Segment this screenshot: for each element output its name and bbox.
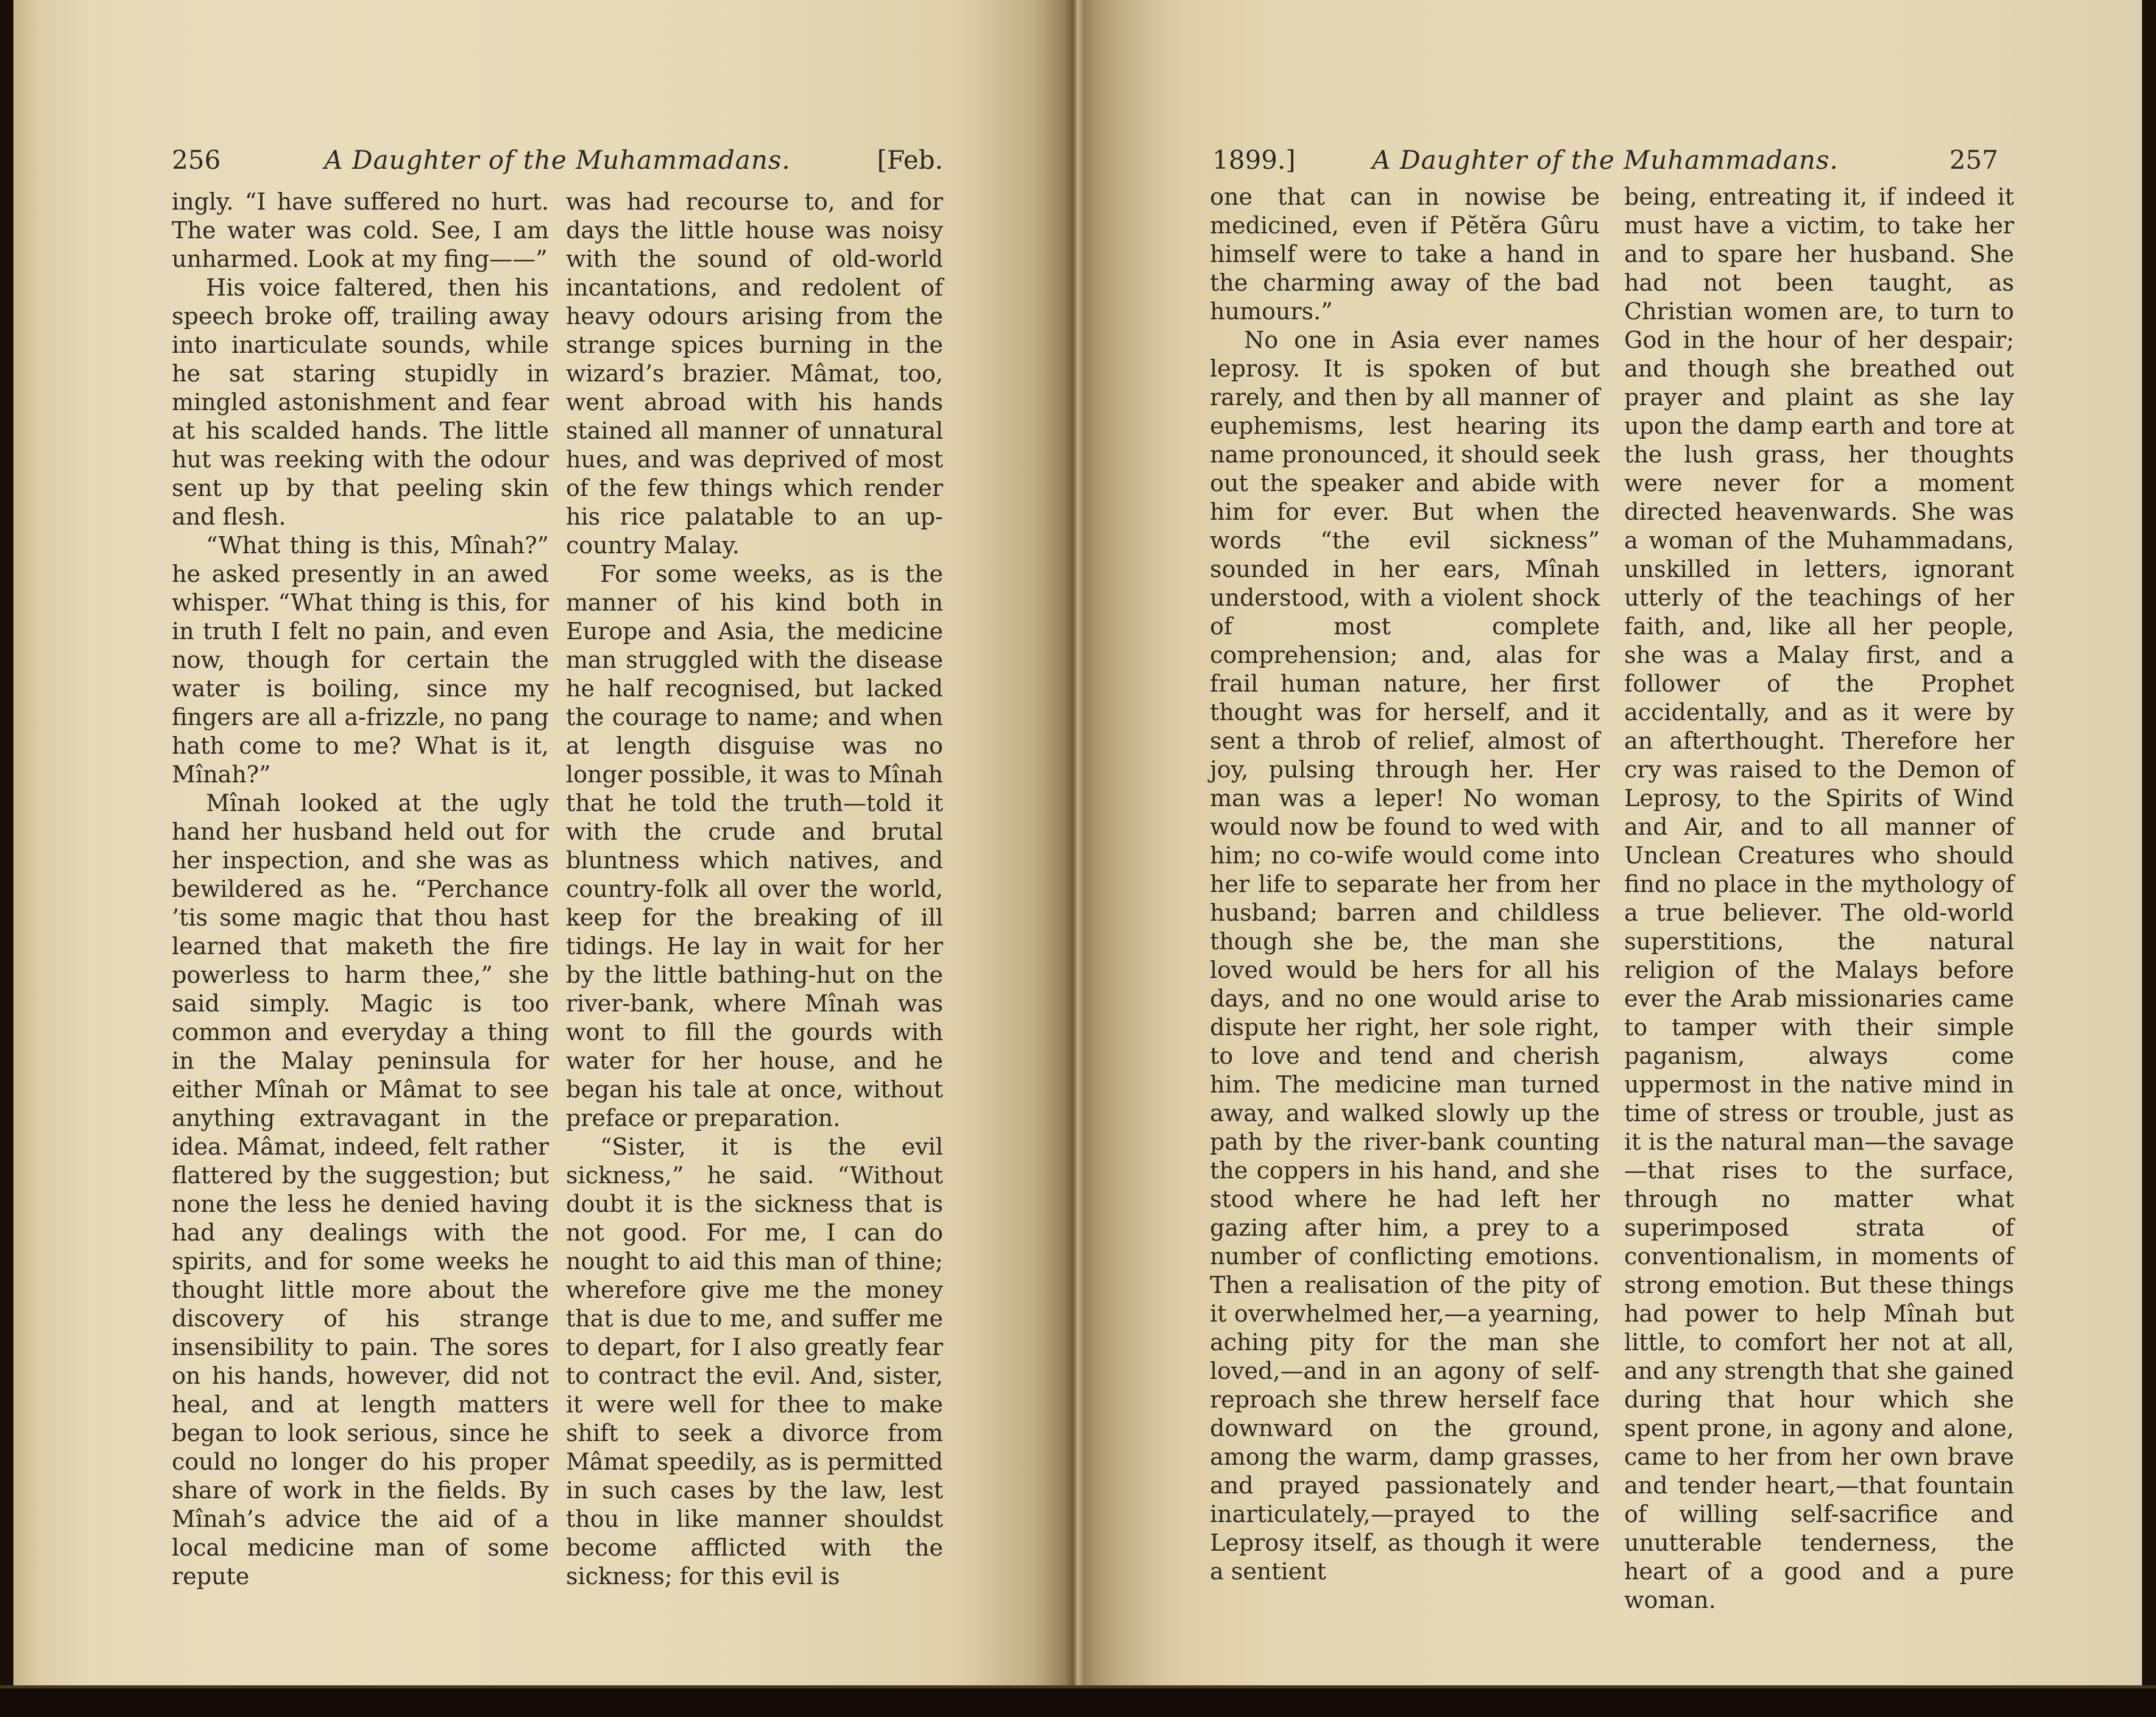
paragraph: was had recourse to, and for days the little house was noisy with the sound of old-world incantations, and redolent of heavy odours arising from the strange spices burning in the wizard’s brazier. Mâmat, too, went abroad with his hands stained all manner of unnatural hues, and was deprived of most of the few things which render his rice palatable to an up-country Malay. bbox=[566, 188, 943, 559]
issue-date-label: [Feb. bbox=[877, 145, 943, 175]
paragraph: being, entreating it, if indeed it must have a victim, to take her and to spare her husband. She had not been taught, as Christian women are, to turn to God in the hour of her despair; and though she breathed out prayer and plaint as she lay upon the damp earth and tore at the lush grass, her thoughts were never for a moment directed heavenwards. She was a woman of the Muhammadans, unskilled in letters, ignorant utterly of the teachings of her faith, and, like all her people, she was a Malay first, and a follower of the Prophet accidentally, and as it were by an afterthought. Therefore her cry was raised to the Demon of Leprosy, to the Spirits of Wind and Air, and to all manner of Unclean Creatures who should find no place in the mythology of a true believer. The old-world superstitions, the natural religion of the Malays before ever the Arab missionaries came to tamper with their simple paganism, always come uppermost in the native mind in time of stress or trouble, just as it is the natural man—the savage—that rises to the surface, through no matter what superimposed strata of conventionalism, in moments of strong emotion. But these things had power to help Mînah but little, to comfort her not at all, and any strength that she gained during that hour which she spent prone, in agony and alone, came to her from her own brave and tender heart,—that fountain of willing self-sacrifice and unutterable tenderness, the heart of a good and a pure woman. bbox=[1624, 183, 2014, 1613]
running-title: A Daughter of the Muhammadans. bbox=[324, 145, 791, 175]
paragraph: Mînah looked at the ugly hand her husband held out for her inspection, and she was as bewildered as he. “Perchance ’tis some magic that thou hast learned that maketh the fire powerless to harm thee,” she said simply. Magic is too common and everyday a thing in the Malay peninsula for either Mînah or Mâmat to see anything extravagant in the idea. Mâmat, indeed, felt rather flattered by the suggestion; but none the less he denied having had any dealings with the spirits, and for some weeks he thought little more about the discovery of his strange insensibility to pain. The sores on his hands, however, did not heal, and at length matters began to look serious, since he could no longer do his proper share of work in the fields. By Mînah’s advice the aid of a local medicine man of some repute bbox=[172, 790, 549, 1590]
paragraph: No one in Asia ever names leprosy. It is spoken of but rarely, and then by all manner of euphemisms, lest hearing its name pronounced, it should seek out the speaker and abide with him for ever. But when the words “the evil sickness” sounded in her ears, Mînah understood, with a violent shock of most complete comprehension; and, alas for frail human nature, her first thought was for herself, and it sent a throb of relief, almost of joy, pulsing through her. Her man was a leper! No woman would now be found to wed with him; no co-wife would come into her life to separate her from her husband; barren and childless though she be, the man she loved would be hers for all his days, and no one would arise to dispute her right, her sole right, to love and tend and cherish him. The medicine man turned away, and walked slowly up the path by the river-bank counting the coppers in his hand, and she stood where he had left her gazing after him, a prey to a number of conflicting emotions. Then a realisation of the pity of it overwhelmed her,—a yearning, aching pity for the man she loved,—and in an agony of self-reproach she threw herself face downward on the ground, among the warm, damp grasses, and prayed passionately and inarticulately,—prayed to the Leprosy itself, as though it were a sentient bbox=[1210, 327, 1600, 1585]
right-page bbox=[1075, 0, 2142, 1685]
page-number: 257 bbox=[1949, 145, 1998, 175]
left-page bbox=[13, 0, 1075, 1685]
running-title: A Daughter of the Muhammadans. bbox=[1372, 145, 1839, 175]
paragraph: ingly. “I have suffered no hurt. The water was cold. See, I am unharmed. Look at my fing——” bbox=[172, 188, 549, 272]
page-number: 256 bbox=[172, 145, 221, 175]
paragraph: one that can in nowise be medicined, even if Pĕtĕra Gûru himself were to take a hand in the charming away of the bad humours.” bbox=[1210, 183, 1600, 325]
left-page-header bbox=[172, 145, 943, 178]
paragraph: For some weeks, as is the manner of his kind both in Europe and Asia, the medicine man struggled with the disease he half recognised, but lacked the courage to name; and when at length disguise was no longer possible, it was to Mînah that he told the truth—told it with the crude and brutal bluntness which natives, and country-folk all over the world, keep for the breaking of ill tidings. He lay in wait for her by the little bathing-hut on the river-bank, where Mînah was wont to fill the gourds with water for her house, and he began his tale at once, without preface or preparation. bbox=[566, 561, 943, 1131]
book-bottom-edge bbox=[0, 1685, 2156, 1717]
paragraph: “What thing is this, Mînah?” he asked presently in an awed whisper. “What thing is this, for in truth I felt no pain, and even now, though for certain the water is boiling, since my fingers are all a-frizzle, no pang hath come to me? What is it, Mînah?” bbox=[172, 532, 549, 788]
text-column bbox=[566, 188, 943, 1591]
paragraph: “Sister, it is the evil sickness,” he said. “Without doubt it is the sickness that is not good. For me, I can do nought to aid this man of thine; wherefore give me the money that is due to me, and suffer me to depart, for I also greatly fear to contract the evil. And, sister, it were well for thee to make shift to seek a divorce from Mâmat speedily, as is permitted in such cases by the law, lest thou in like manner shouldst become afflicted with the sickness; for this evil is bbox=[566, 1133, 943, 1590]
text-column bbox=[1624, 183, 2014, 1615]
right-page-header bbox=[1212, 145, 1998, 178]
left-page-text-columns bbox=[172, 188, 943, 1591]
right-page-text-columns bbox=[1210, 183, 2014, 1615]
text-column bbox=[1210, 183, 1600, 1615]
paragraph: His voice faltered, then his speech broke off, trailing away into inarticulate sounds, while he sat staring stupidly in mingled astonishment and fear at his scalded hands. The little hut was reeking with the odour sent up by that peeling skin and flesh. bbox=[172, 274, 549, 530]
issue-year-label: 1899.] bbox=[1212, 145, 1296, 175]
text-column bbox=[172, 188, 549, 1591]
